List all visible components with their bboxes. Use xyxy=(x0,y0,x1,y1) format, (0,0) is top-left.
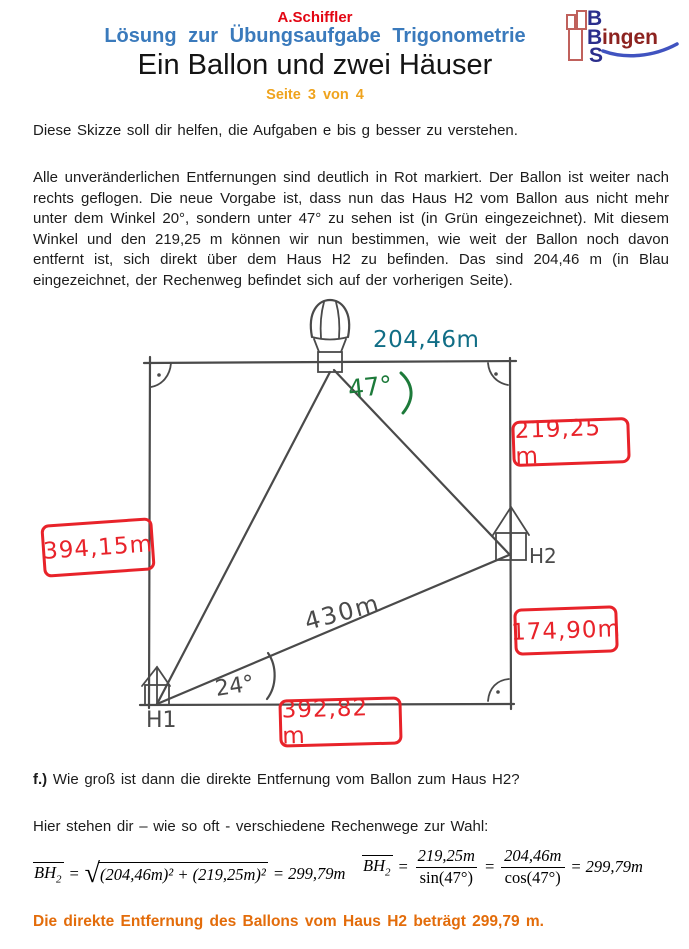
sqrt-icon: √ xyxy=(84,858,101,889)
sight-lines xyxy=(157,370,509,704)
author-name: A.Schiffler xyxy=(277,9,353,26)
fraction-cos-denominator: cos(47°) xyxy=(501,867,565,889)
angle-24-arc xyxy=(267,653,275,699)
fraction-sin-denominator: sin(47°) xyxy=(416,867,477,889)
conclusion-statement: Die direkte Entfernung des Ballons vom Haus H2 beträgt 299,79 m. xyxy=(33,913,544,930)
formula1-equals: = xyxy=(68,864,80,883)
distance-204-label: 204,46m xyxy=(373,327,480,353)
measurement-box-394 xyxy=(40,517,155,578)
formula2-fraction-sin xyxy=(414,846,479,888)
square-outline xyxy=(140,357,516,709)
building-icon xyxy=(567,11,586,60)
logo-letter-b2: B xyxy=(587,26,603,49)
measurement-394-label: 394,15m xyxy=(42,530,154,565)
formula2-lhs xyxy=(362,855,393,879)
house-h2-icon xyxy=(493,507,529,560)
fraction-cos-numerator: 204,46m xyxy=(504,846,562,865)
logo-letter-b1: B xyxy=(587,7,603,30)
logo-word-ingen: ingen xyxy=(602,26,658,49)
bbs-bingen-logo xyxy=(565,4,683,64)
formula-trig xyxy=(362,846,643,888)
methods-intro: Hier stehen dir – wie so oft - verschiedene Rechenwege zur Wahl: xyxy=(33,818,489,835)
question-f xyxy=(33,770,677,791)
angle-47-label: 47° xyxy=(346,370,394,404)
page-title: Ein Ballon und zwei Häuser xyxy=(137,49,493,81)
formula2-bh: BH xyxy=(363,856,385,876)
intro-sentence: Diese Skizze soll dir helfen, die Aufgaben e bis g besser zu verstehen. xyxy=(33,122,518,139)
measurement-219-label: 219,25 m xyxy=(514,414,602,470)
formula1-result: = 299,79m xyxy=(272,864,346,883)
question-f-label: f.) xyxy=(33,771,48,788)
logo-letter-s: S xyxy=(589,44,604,64)
formula1-sqrt xyxy=(85,860,268,888)
measurement-174-label: 174,90m xyxy=(510,615,622,646)
page-number: Seite 3 von 4 xyxy=(266,87,364,103)
formula2-sub: 2 xyxy=(385,866,391,879)
measurement-392-label: 392,82 m xyxy=(281,695,369,750)
formula2-equals2: = xyxy=(483,857,496,877)
formula1-sub: 2 xyxy=(56,873,62,886)
house-h2-label: H2 xyxy=(529,544,557,568)
formula1-radicand: (204,46m)² + (219,25m)² xyxy=(98,862,268,885)
question-f-text: Wie groß ist dann die direkte Entfernung vom Ballon zum Haus H2? xyxy=(52,771,520,788)
formula2-equals1: = xyxy=(397,857,409,877)
angle-47-arc xyxy=(401,373,411,413)
document-subtitle: Lösung zur Übungsaufgabe Trigonometrie xyxy=(104,25,526,47)
corner-angle-marks xyxy=(151,363,509,701)
house-h1-label: H1 xyxy=(146,708,177,733)
formula2-fraction-cos xyxy=(500,846,565,888)
formula-pythagoras xyxy=(33,860,345,888)
fraction-sin-numerator: 219,25m xyxy=(417,846,475,865)
measurement-box-392 xyxy=(278,695,402,750)
distance-430-label: 430m xyxy=(301,588,384,636)
explanation-paragraph: Alle unveränderlichen Entfernungen sind deutlich in Rot markiert. Der Ballon ist weiter nach rechts geflogen. Die neue Vorgabe ist, dass nun das Haus H2 vom Ballon aus nicht mehr unter dem Winkel 20°, sondern unter 47° zu sehen ist (in Grün eingezeichnet). Mit diesem Winkel und den 219,25 m können wir nun bestimmen, wie weit der Ballon noch davon entfernt ist, sich direkt über dem Haus H2 zu befinden. Das sind 204,46 m (in Blau eingezeichnet, der Rechenweg befindet sich auf der vorherigen Seite). xyxy=(33,169,669,289)
formula1-bh: BH xyxy=(34,863,56,883)
measurement-box-219 xyxy=(511,414,631,470)
formula2-result: = 299,79m xyxy=(570,857,643,877)
formula1-lhs xyxy=(33,862,64,886)
angle-24-label: 24° xyxy=(213,671,256,702)
measurement-box-174 xyxy=(510,605,622,656)
